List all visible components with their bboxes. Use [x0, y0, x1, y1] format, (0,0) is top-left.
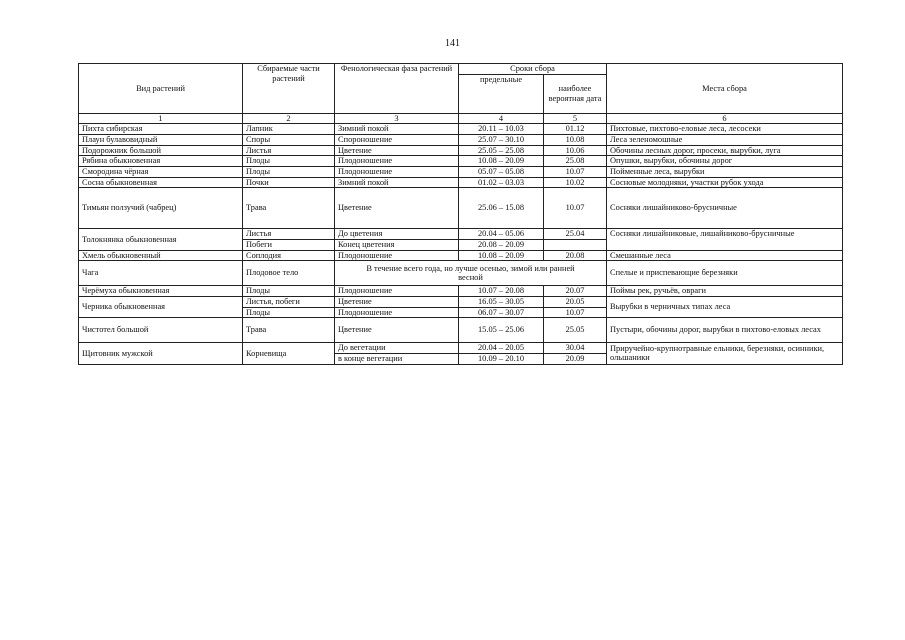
header-limit: предельные — [459, 74, 544, 113]
probable-date-cell: 10.07 — [544, 166, 607, 177]
place-cell: Приручейно-крупнотравные ельники, березняки, осинники, ольшаники — [607, 343, 843, 364]
table-row — [79, 145, 843, 156]
probable-date-cell: 10.08 — [544, 134, 607, 145]
header-row — [79, 64, 843, 75]
place-cell: Пихтовые, пихтово-еловые леса, лесосеки — [607, 124, 843, 135]
phase-cell: Плодоношение — [335, 250, 459, 261]
part-cell: Трава — [243, 188, 335, 229]
probable-date-cell: 01.12 — [544, 124, 607, 135]
species-cell: Черёмуха обыкновенная — [79, 286, 243, 297]
species-cell: Подорожник большой — [79, 145, 243, 156]
species-cell: Толокнянка обыкновенная — [79, 229, 243, 250]
header-terms: Сроки сбора — [459, 64, 607, 75]
col-number: 4 — [459, 113, 544, 124]
part-cell: Корневища — [243, 343, 335, 364]
part-cell: Плодовое тело — [243, 261, 335, 286]
phase-cell: Плодоношение — [335, 166, 459, 177]
part-cell: Плоды — [243, 286, 335, 297]
probable-date-cell: 10.06 — [544, 145, 607, 156]
species-cell: Черника обыкновенная — [79, 296, 243, 317]
column-number-row — [79, 113, 843, 124]
probable-date-cell: 25.05 — [544, 318, 607, 343]
plant-collection-table — [78, 63, 843, 365]
species-cell: Плаун булавовидный — [79, 134, 243, 145]
place-cell: Сосняки лишайниковые, лишайниково-брусничные — [607, 229, 843, 250]
page-number: 141 — [445, 38, 460, 49]
place-cell: Сосняки лишайниково-брусничные — [607, 188, 843, 229]
species-cell: Чистотел большой — [79, 318, 243, 343]
limit-cell: 10.07 – 20.08 — [459, 286, 544, 297]
part-cell: Лапник — [243, 124, 335, 135]
species-cell: Сосна обыкновенная — [79, 177, 243, 188]
part-cell: Плоды — [243, 166, 335, 177]
limit-cell: 01.02 – 03.03 — [459, 177, 544, 188]
col-number: 3 — [335, 113, 459, 124]
place-cell: Пойменные леса, вырубки — [607, 166, 843, 177]
phase-cell: До цветения — [335, 229, 459, 240]
species-cell: Пихта сибирская — [79, 124, 243, 135]
col-number: 6 — [607, 113, 843, 124]
phase-cell: Конец цветения — [335, 239, 459, 250]
phase-cell: В течение всего года, но лучше осенью, зимой или ранней весной — [335, 261, 607, 286]
part-cell: Трава — [243, 318, 335, 343]
species-cell: Щитовник мужской — [79, 343, 243, 364]
table-row — [79, 229, 843, 240]
col-number: 1 — [79, 113, 243, 124]
table-row — [79, 343, 843, 354]
limit-cell: 25.07 – 30.10 — [459, 134, 544, 145]
place-cell: Сосновые молодняки, участки рубок ухода — [607, 177, 843, 188]
phase-cell: Плодоношение — [335, 286, 459, 297]
part-cell: Соплодия — [243, 250, 335, 261]
table-row — [79, 318, 843, 343]
place-cell: Опушки, вырубки, обочины дорог — [607, 156, 843, 167]
species-cell: Чага — [79, 261, 243, 286]
header-places: Места сбора — [607, 64, 843, 114]
header-phase: Фенологическая фаза растений — [335, 64, 459, 114]
phase-cell: Плодоношение — [335, 307, 459, 318]
probable-date-cell: 25.04 — [544, 229, 607, 240]
table-row — [79, 296, 843, 307]
limit-cell: 10.08 – 20.09 — [459, 156, 544, 167]
table-row — [79, 261, 843, 286]
limit-cell: 10.08 – 20.09 — [459, 250, 544, 261]
table-row — [79, 286, 843, 297]
limit-cell: 25.06 – 15.08 — [459, 188, 544, 229]
phase-cell: Зимний покой — [335, 177, 459, 188]
probable-date-cell: 30.04 — [544, 343, 607, 354]
probable-date-cell: 20.09 — [544, 353, 607, 364]
phase-cell: Зимний покой — [335, 124, 459, 135]
header-species: Вид растений — [79, 64, 243, 114]
part-cell: Побеги — [243, 239, 335, 250]
limit-cell: 20.11 – 10.03 — [459, 124, 544, 135]
phase-cell: Цветение — [335, 188, 459, 229]
col-number: 2 — [243, 113, 335, 124]
place-cell: Смешанные леса — [607, 250, 843, 261]
probable-date-cell: 20.07 — [544, 286, 607, 297]
place-cell: Пустыри, обочины дорог, вырубки в пихтово-еловых лесах — [607, 318, 843, 343]
limit-cell: 15.05 – 25.06 — [459, 318, 544, 343]
phase-cell: Плодоношение — [335, 156, 459, 167]
probable-date-cell: 10.07 — [544, 188, 607, 229]
phase-cell: Спороношение — [335, 134, 459, 145]
part-cell: Почки — [243, 177, 335, 188]
table-row — [79, 177, 843, 188]
table-row — [79, 250, 843, 261]
probable-date-cell: 20.05 — [544, 296, 607, 307]
place-cell: Обочины лесных дорог, просеки, вырубки, луга — [607, 145, 843, 156]
phase-cell: Цветение — [335, 296, 459, 307]
probable-date-cell: 10.07 — [544, 307, 607, 318]
phase-cell: До вегетации — [335, 343, 459, 354]
table-row — [79, 188, 843, 229]
species-cell: Тимьян ползучий (чабрец) — [79, 188, 243, 229]
limit-cell: 16.05 – 30.05 — [459, 296, 544, 307]
limit-cell: 25.05 – 25.08 — [459, 145, 544, 156]
species-cell: Рябина обыкновенная — [79, 156, 243, 167]
table-row — [79, 124, 843, 135]
limit-cell: 10.09 – 20.10 — [459, 353, 544, 364]
phase-cell: в конце вегетации — [335, 353, 459, 364]
part-cell: Плоды — [243, 307, 335, 318]
limit-cell: 20.04 – 20.05 — [459, 343, 544, 354]
limit-cell: 06.07 – 30.07 — [459, 307, 544, 318]
probable-date-cell: 25.08 — [544, 156, 607, 167]
header-probable: наиболее вероятная дата — [544, 74, 607, 113]
header-parts: Сбираемые части растений — [243, 64, 335, 114]
table-row — [79, 166, 843, 177]
place-cell: Леса зеленомошные — [607, 134, 843, 145]
probable-date-cell — [544, 239, 607, 250]
probable-date-cell: 20.08 — [544, 250, 607, 261]
phase-cell: Цветение — [335, 318, 459, 343]
part-cell: Листья, побеги — [243, 296, 335, 307]
table-row — [79, 156, 843, 167]
phase-cell: Цветение — [335, 145, 459, 156]
part-cell: Листья — [243, 229, 335, 240]
part-cell: Плоды — [243, 156, 335, 167]
part-cell: Листья — [243, 145, 335, 156]
part-cell: Споры — [243, 134, 335, 145]
limit-cell: 20.08 – 20.09 — [459, 239, 544, 250]
place-cell: Поймы рек, ручьёв, овраги — [607, 286, 843, 297]
species-cell: Хмель обыкновенный — [79, 250, 243, 261]
table-row — [79, 134, 843, 145]
species-cell: Смородина чёрная — [79, 166, 243, 177]
probable-date-cell: 10.02 — [544, 177, 607, 188]
col-number: 5 — [544, 113, 607, 124]
limit-cell: 20.04 – 05.06 — [459, 229, 544, 240]
place-cell: Вырубки в черничных типах леса — [607, 296, 843, 317]
place-cell: Спелые и приспевающие березняки — [607, 261, 843, 286]
limit-cell: 05.07 – 05.08 — [459, 166, 544, 177]
